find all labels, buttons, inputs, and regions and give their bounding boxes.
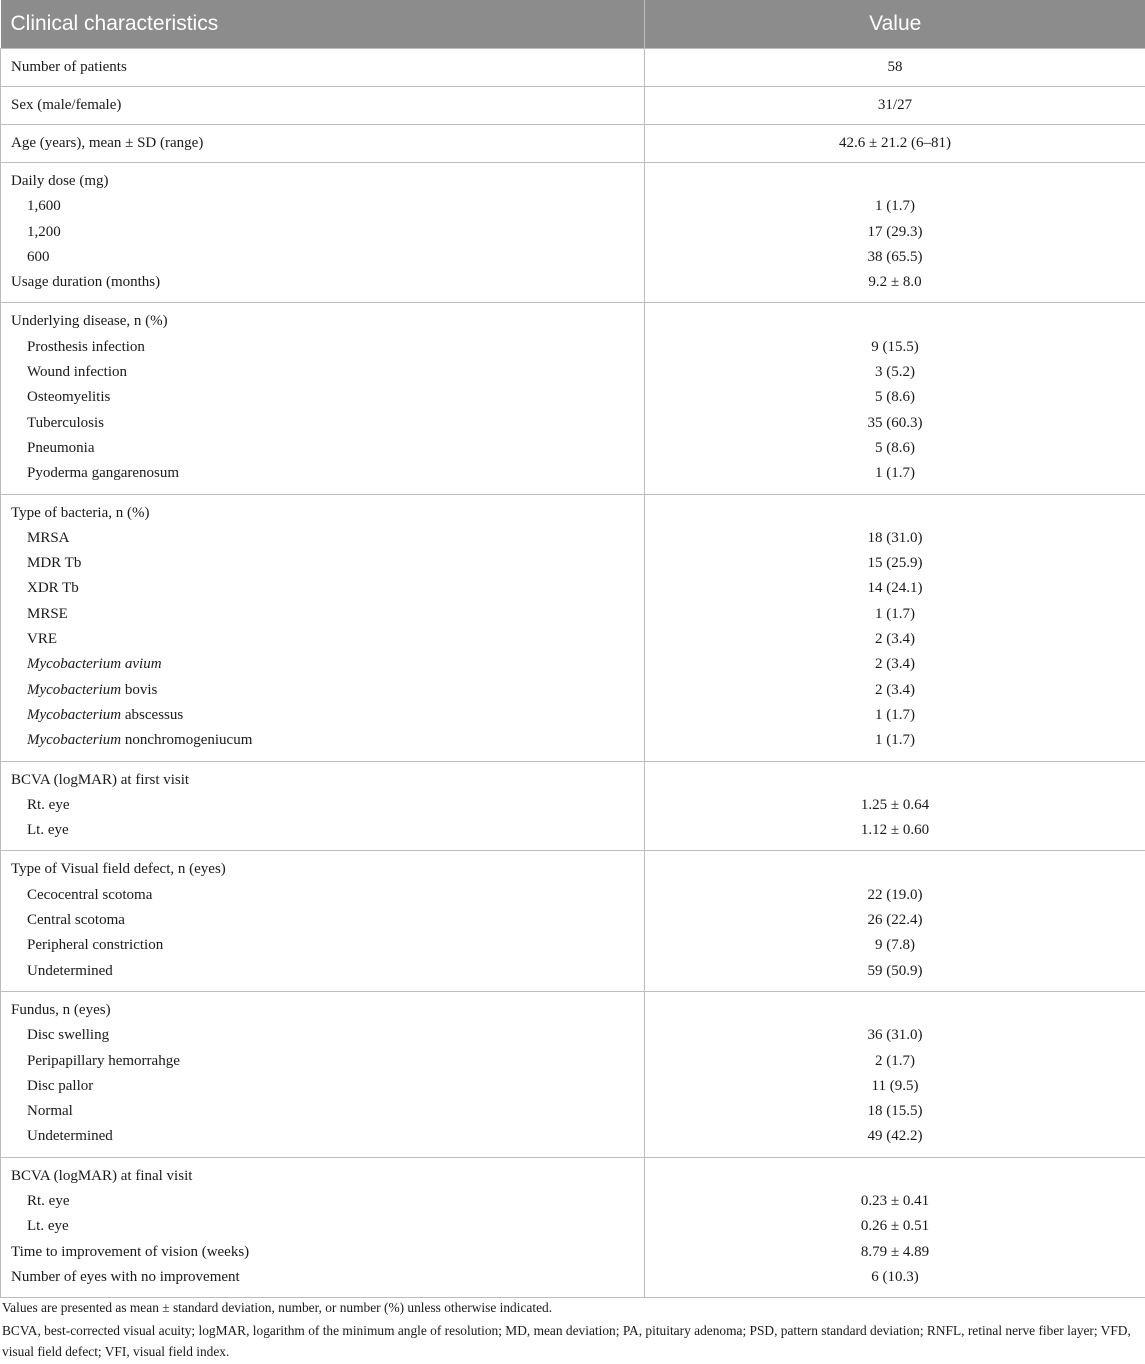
genus-text: Mycobacterium [27, 656, 121, 672]
row-value: 1 (1.7) [645, 728, 1145, 753]
species-text: nonchromogeniucum [125, 732, 252, 748]
row-label: Peripheral constriction [1, 933, 644, 958]
row-label: Undetermined [1, 1124, 644, 1149]
row-value: 22 (19.0) [645, 883, 1145, 908]
table-row-group-bcva-first [1, 761, 1145, 851]
row-label: Tuberculosis [1, 411, 644, 436]
row-value: 9 (7.8) [645, 933, 1145, 958]
row-value: 1 (1.7) [645, 703, 1145, 728]
group-title: Fundus, n (eyes) [1, 998, 644, 1023]
row-label: Number of eyes with no improvement [1, 1265, 644, 1290]
row-value: 49 (42.2) [645, 1124, 1145, 1149]
row-label: Peripapillary hemorrahge [1, 1049, 644, 1074]
row-value: 5 (8.6) [645, 436, 1145, 461]
row-label: MRSA [1, 526, 644, 551]
row-value: 1.12 ± 0.60 [645, 818, 1145, 843]
row-label [1, 703, 644, 728]
genus-text: Mycobacterium [27, 707, 121, 723]
species-text: abscessus [125, 707, 183, 723]
row-value: 1 (1.7) [645, 194, 1145, 219]
row-label: Time to improvement of vision (weeks) [1, 1240, 644, 1265]
row-value: 1 (1.7) [645, 461, 1145, 486]
row-value: 18 (15.5) [645, 1099, 1145, 1124]
row-label: 1,600 [1, 194, 644, 219]
row-value: 11 (9.5) [645, 1074, 1145, 1099]
row-label: Lt. eye [1, 1214, 644, 1239]
row-value: 18 (31.0) [645, 526, 1145, 551]
row-value: 38 (65.5) [645, 245, 1145, 270]
row-label [1, 652, 644, 677]
row-value: 8.79 ± 4.89 [645, 1240, 1145, 1265]
row-label: MDR Tb [1, 551, 644, 576]
row-value: 2 (1.7) [645, 1049, 1145, 1074]
row-value: 58 [645, 49, 1145, 86]
row-label: Prosthesis infection [1, 335, 644, 360]
table-header-row [1, 0, 1145, 49]
table-row [1, 87, 1145, 125]
row-label [1, 678, 644, 703]
row-label: Sex (male/female) [1, 87, 644, 124]
group-title: Underlying disease, n (%) [1, 309, 644, 334]
row-value: 2 (3.4) [645, 678, 1145, 703]
genus-text: Mycobacterium [27, 732, 121, 748]
table-row-group-bcva-final [1, 1157, 1145, 1297]
row-value: 1.25 ± 0.64 [645, 793, 1145, 818]
row-label: Lt. eye [1, 818, 644, 843]
table-row-group-disease [1, 303, 1145, 494]
row-label: MRSE [1, 602, 644, 627]
row-label: Disc pallor [1, 1074, 644, 1099]
table-row [1, 49, 1145, 87]
genus-text: Mycobacterium [27, 682, 121, 698]
row-value: 3 (5.2) [645, 360, 1145, 385]
row-value: 31/27 [645, 87, 1145, 124]
row-value: 17 (29.3) [645, 220, 1145, 245]
group-title: Daily dose (mg) [1, 169, 644, 194]
row-label: Wound infection [1, 360, 644, 385]
row-value: 14 (24.1) [645, 576, 1145, 601]
row-value: 9.2 ± 8.0 [645, 270, 1145, 295]
row-value: 9 (15.5) [645, 335, 1145, 360]
table-row [1, 125, 1145, 163]
row-value: 0.23 ± 0.41 [645, 1189, 1145, 1214]
table-row-group-bacteria [1, 494, 1145, 761]
row-label [1, 728, 644, 753]
header-value: Value [645, 0, 1145, 49]
row-value: 1 (1.7) [645, 602, 1145, 627]
footnote-values: Values are presented as mean ± standard deviation, number, or number (%) unless otherwise indicated. [2, 1297, 1140, 1318]
header-clinical-characteristics: Clinical characteristics [1, 0, 645, 49]
row-label: Rt. eye [1, 1189, 644, 1214]
row-value: 42.6 ± 21.2 (6–81) [645, 125, 1145, 162]
row-value: 35 (60.3) [645, 411, 1145, 436]
row-label: Rt. eye [1, 793, 644, 818]
table-row-group-vfd [1, 851, 1145, 991]
row-value: 5 (8.6) [645, 385, 1145, 410]
row-label: Age (years), mean ± SD (range) [1, 125, 644, 162]
species-text: avium [125, 656, 162, 672]
row-label: 600 [1, 245, 644, 270]
row-value: 15 (25.9) [645, 551, 1145, 576]
row-label: Pneumonia [1, 436, 644, 461]
row-label: Disc swelling [1, 1023, 644, 1048]
row-value: 26 (22.4) [645, 908, 1145, 933]
row-label: Number of patients [1, 49, 644, 86]
row-value: 0.26 ± 0.51 [645, 1214, 1145, 1239]
footnote-abbreviations: BCVA, best-corrected visual acuity; logMAR, logarithm of the minimum angle of resolution; MD, mean deviation; PA, pituitary adenoma; PSD, pattern standard deviation; RNFL, retinal nerve fiber layer; VFD, visual field defect; VFI, visual field index. [2, 1320, 1140, 1362]
table-footnotes [0, 1297, 1140, 1364]
group-title: BCVA (logMAR) at final visit [1, 1164, 644, 1189]
row-value: 2 (3.4) [645, 627, 1145, 652]
row-label: Usage duration (months) [1, 270, 644, 295]
row-label: Cecocentral scotoma [1, 883, 644, 908]
table-row-group-fundus [1, 991, 1145, 1157]
row-label: Central scotoma [1, 908, 644, 933]
row-label: 1,200 [1, 220, 644, 245]
row-value: 36 (31.0) [645, 1023, 1145, 1048]
group-title: Type of bacteria, n (%) [1, 501, 644, 526]
row-label: Osteomyelitis [1, 385, 644, 410]
row-value: 6 (10.3) [645, 1265, 1145, 1290]
row-label: Pyoderma gangarenosum [1, 461, 644, 486]
row-label: XDR Tb [1, 576, 644, 601]
row-label: Undetermined [1, 959, 644, 984]
table-row-group-dose [1, 163, 1145, 303]
group-title: BCVA (logMAR) at first visit [1, 768, 644, 793]
row-value: 59 (50.9) [645, 959, 1145, 984]
species-text: bovis [125, 682, 158, 698]
group-title: Type of Visual field defect, n (eyes) [1, 857, 644, 882]
row-value: 2 (3.4) [645, 652, 1145, 677]
row-label: Normal [1, 1099, 644, 1124]
row-label: VRE [1, 627, 644, 652]
